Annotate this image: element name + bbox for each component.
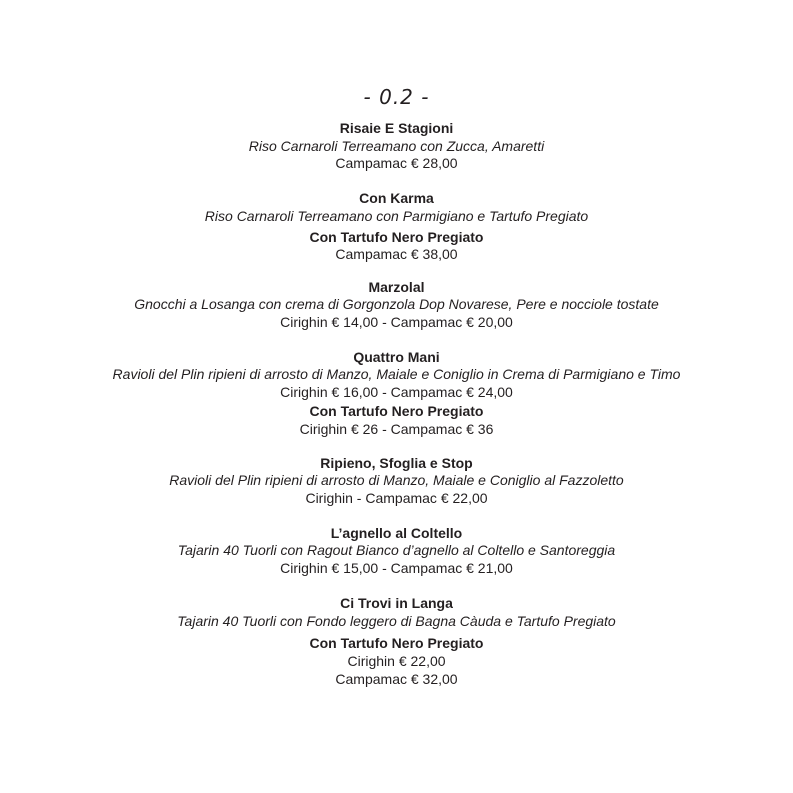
dish-price: Cirighin € 16,00 - Campamac € 24,00 <box>280 384 513 400</box>
dish-name: Marzolal <box>368 279 425 295</box>
dish-name: Con Karma <box>359 190 434 206</box>
dish-description: Tajarin 40 Tuorli con Ragout Bianco d’agnello al Coltello e Santoreggia <box>177 542 616 558</box>
dish-description: Ravioli del Plin ripieni di arrosto di Manzo, Maiale e Coniglio al Fazzoletto <box>169 472 624 488</box>
dish-option: Con Tartufo Nero Pregiato <box>309 635 484 651</box>
dish-description: Gnocchi a Losanga con crema di Gorgonzola Dop Novarese, Pere e nocciole tostate <box>134 296 659 312</box>
dish-price: Cirighin € 22,00 <box>347 653 446 669</box>
page-number: - 0.2 - <box>363 85 430 109</box>
dish-price-2: Campamac € 32,00 <box>335 671 458 687</box>
dish-name: L’agnello al Coltello <box>330 525 463 541</box>
dish-name: Risaie E Stagioni <box>339 120 454 136</box>
dish-description: Riso Carnaroli Terreamano con Parmigiano e Tartufo Pregiato <box>204 208 589 224</box>
dish-price: Cirighin - Campamac € 22,00 <box>305 490 488 506</box>
dish-price: Campamac € 28,00 <box>335 155 458 171</box>
dish-option: Con Tartufo Nero Pregiato <box>309 403 484 419</box>
dish-name: Ripieno, Sfoglia e Stop <box>320 455 473 471</box>
dish-option-price: Cirighin € 26 - Campamac € 36 <box>299 421 494 437</box>
dish-name: Quattro Mani <box>353 349 440 365</box>
dish-description: Riso Carnaroli Terreamano con Zucca, Amaretti <box>248 138 545 154</box>
dish-price: Campamac € 38,00 <box>335 246 458 262</box>
dish-name: Ci Trovi in Langa <box>340 595 453 611</box>
dish-option: Con Tartufo Nero Pregiato <box>309 229 484 245</box>
dish-price: Cirighin € 15,00 - Campamac € 21,00 <box>280 560 513 576</box>
dish-description: Ravioli del Plin ripieni di arrosto di Manzo, Maiale e Coniglio in Crema di Parmigiano e Timo <box>112 366 681 382</box>
dish-price: Cirighin € 14,00 - Campamac € 20,00 <box>280 314 513 330</box>
dish-description: Tajarin 40 Tuorli con Fondo leggero di Bagna Càuda e Tartufo Pregiato <box>177 613 616 629</box>
